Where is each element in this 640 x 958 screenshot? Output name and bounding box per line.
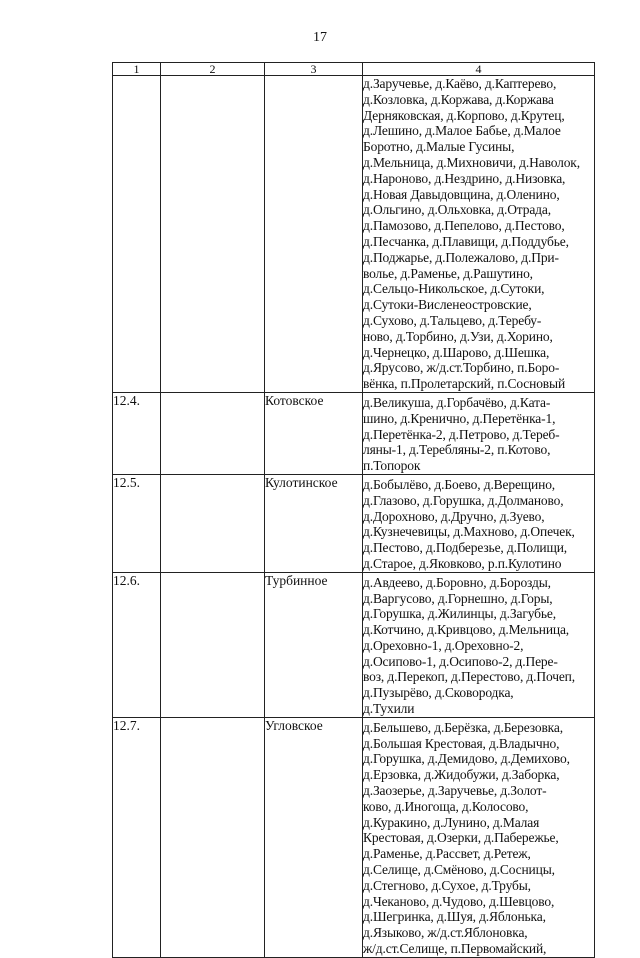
places-line: ково, д.Иногоща, д.Колосово, [363,798,529,814]
places-line: д.Чеканово, д.Чудово, д.Шевцово, [363,893,555,909]
places-line: д.Лешино, д.Малое Бабье, д.Малое [363,123,561,139]
places-line: д.Сухово, д.Тальцево, д.Теребу- [363,312,542,328]
places-line: д.Ерзовка, д.Жидобужи, д.Заборка, [363,767,560,783]
places-list [363,717,595,957]
places-line: д.Сельцо-Никольское, д.Сутоки, [363,281,545,297]
settlement-name [265,76,363,393]
places-line: д.Старое, д.Яковково, р.п.Кулотино [363,555,562,571]
header-col-1: 1 [113,63,161,76]
row-col2-cell [161,392,265,474]
table-header-row [113,63,595,76]
places-line: д.Песчанка, д.Плавищи, д.Поддубье, [363,233,569,249]
places-line: д.Козловка, д.Коржава, д.Коржава [363,91,554,107]
places-line: д.Горушка, д.Демидово, д.Демихово, [363,751,570,767]
places-line: д.Селище, д.Смёново, д.Сосницы, [363,862,555,878]
row-col2-cell [161,474,265,572]
places-line: д.Языково, ж/д.ст.Яблоновка, [363,925,528,941]
settlement-name: Турбинное [265,572,363,717]
places-line: Дерняковская, д.Корпово, д.Крутец, [363,107,565,123]
places-line: д.Заозерье, д.Заручевье, д.Золот- [363,783,547,799]
table-row [113,392,595,474]
places-line: д.Новая Давыдовщина, д.Оленино, [363,186,560,202]
row-col2-cell [161,572,265,717]
places-line: Боротно, д.Малые Гусины, [363,139,515,155]
row-number: 12.4. [113,392,161,474]
places-line: ж/д.ст.Селище, п.Первомайский, [363,941,547,957]
places-line: д.Авдеево, д.Боровно, д.Борозды, [363,574,551,590]
places-line: д.Глазово, д.Горушка, д.Долманово, [363,492,564,508]
places-line: д.Кузнечевицы, д.Махново, д.Опечек, [363,524,575,540]
places-line: Крестовая, д.Озерки, д.Пабережье, [363,830,559,846]
settlement-name: Угловское [265,717,363,957]
header-col-3: 3 [265,63,363,76]
places-line: д.Шегринка, д.Шуя, д.Яблонька, [363,909,546,925]
places-line: д.Горушка, д.Жилинцы, д.Загубье, [363,606,556,622]
places-line: д.Осипово-1, д.Осипово-2, д.Пере- [363,653,558,669]
row-number: 12.7. [113,717,161,957]
places-line: д.Мельница, д.Михновичи, д.Наволок, [363,154,580,170]
places-line: д.Стегново, д.Сухое, д.Трубы, [363,877,531,893]
places-line: д.Памозово, д.Пепелово, д.Пестово, [363,218,565,234]
places-list [363,474,595,572]
places-line: д.Пестово, д.Подберезье, д.Полищи, [363,540,568,556]
places-line: ново, д.Торбино, д.Узи, д.Хорино, [363,328,553,344]
places-line: д.Заручевье, д.Каёво, д.Каптерево, [363,76,557,91]
row-col2-cell [161,717,265,957]
places-line: д.Великуша, д.Горбачёво, д.Ката- [363,394,551,410]
places-line: д.Чернецко, д.Шарово, д.Шешка, [363,344,550,360]
places-line: д.Варгусово, д.Горнешно, д.Горы, [363,590,553,606]
row-number: 12.6. [113,572,161,717]
page-number: 17 [313,30,327,45]
places-line: д.Перетёнка-2, д.Петрово, д.Тереб- [363,426,560,442]
places-line: д.Ореховно-1, д.Ореховно-2, [363,637,524,653]
row-number: 12.5. [113,474,161,572]
places-line: п.Топорок [363,458,421,474]
header-col-2: 2 [161,63,265,76]
places-line: д.Бельшево, д.Берёзка, д.Березовка, [363,719,563,735]
places-line: д.Нароново, д.Нездрино, д.Низовка, [363,170,566,186]
places-line: д.Дорохново, д.Дручно, д.Зуево, [363,508,545,524]
places-line: вёнка, п.Пролетарский, п.Сосновый [363,376,566,392]
places-line: ляны-1, д.Теребляны-2, п.Котово, [363,442,551,458]
places-list [363,76,595,393]
places-line: д.Тухили [363,701,415,717]
places-line: д.Котчино, д.Кривцово, д.Мельница, [363,622,570,638]
places-line: д.Большая Крестовая, д.Владычно, [363,735,560,751]
places-line: шино, д.Кренично, д.Перетёнка-1, [363,410,556,426]
places-line: д.Бобылёво, д.Боево, д.Верещино, [363,476,556,492]
places-line: д.Ольгино, д.Ольховка, д.Отрада, [363,202,551,218]
table-row [113,572,595,717]
settlement-name: Кулотинское [265,474,363,572]
places-line: д.Пузырёво, д.Сковородка, [363,685,514,701]
settlements-table [112,62,595,958]
places-line: воз, д.Перекоп, д.Перестово, д.Почеп, [363,669,575,685]
places-line: д.Ярусово, ж/д.ст.Торбино, п.Боро- [363,360,560,376]
places-line: д.Куракино, д.Лунино, д.Малая [363,814,540,830]
header-col-4: 4 [363,63,595,76]
places-line: волье, д.Раменье, д.Рашутино, [363,265,533,281]
places-list [363,392,595,474]
table-row [113,76,595,393]
places-list [363,572,595,717]
places-line: д.Раменье, д.Рассвет, д.Ретеж, [363,846,531,862]
places-line: д.Сутоки-Висленеостровские, [363,297,532,313]
places-line: д.Поджарье, д.Полежалово, д.При- [363,249,559,265]
row-number [113,76,161,393]
row-col2-cell [161,76,265,393]
settlement-name: Котовское [265,392,363,474]
table-row [113,474,595,572]
table-row [113,717,595,957]
